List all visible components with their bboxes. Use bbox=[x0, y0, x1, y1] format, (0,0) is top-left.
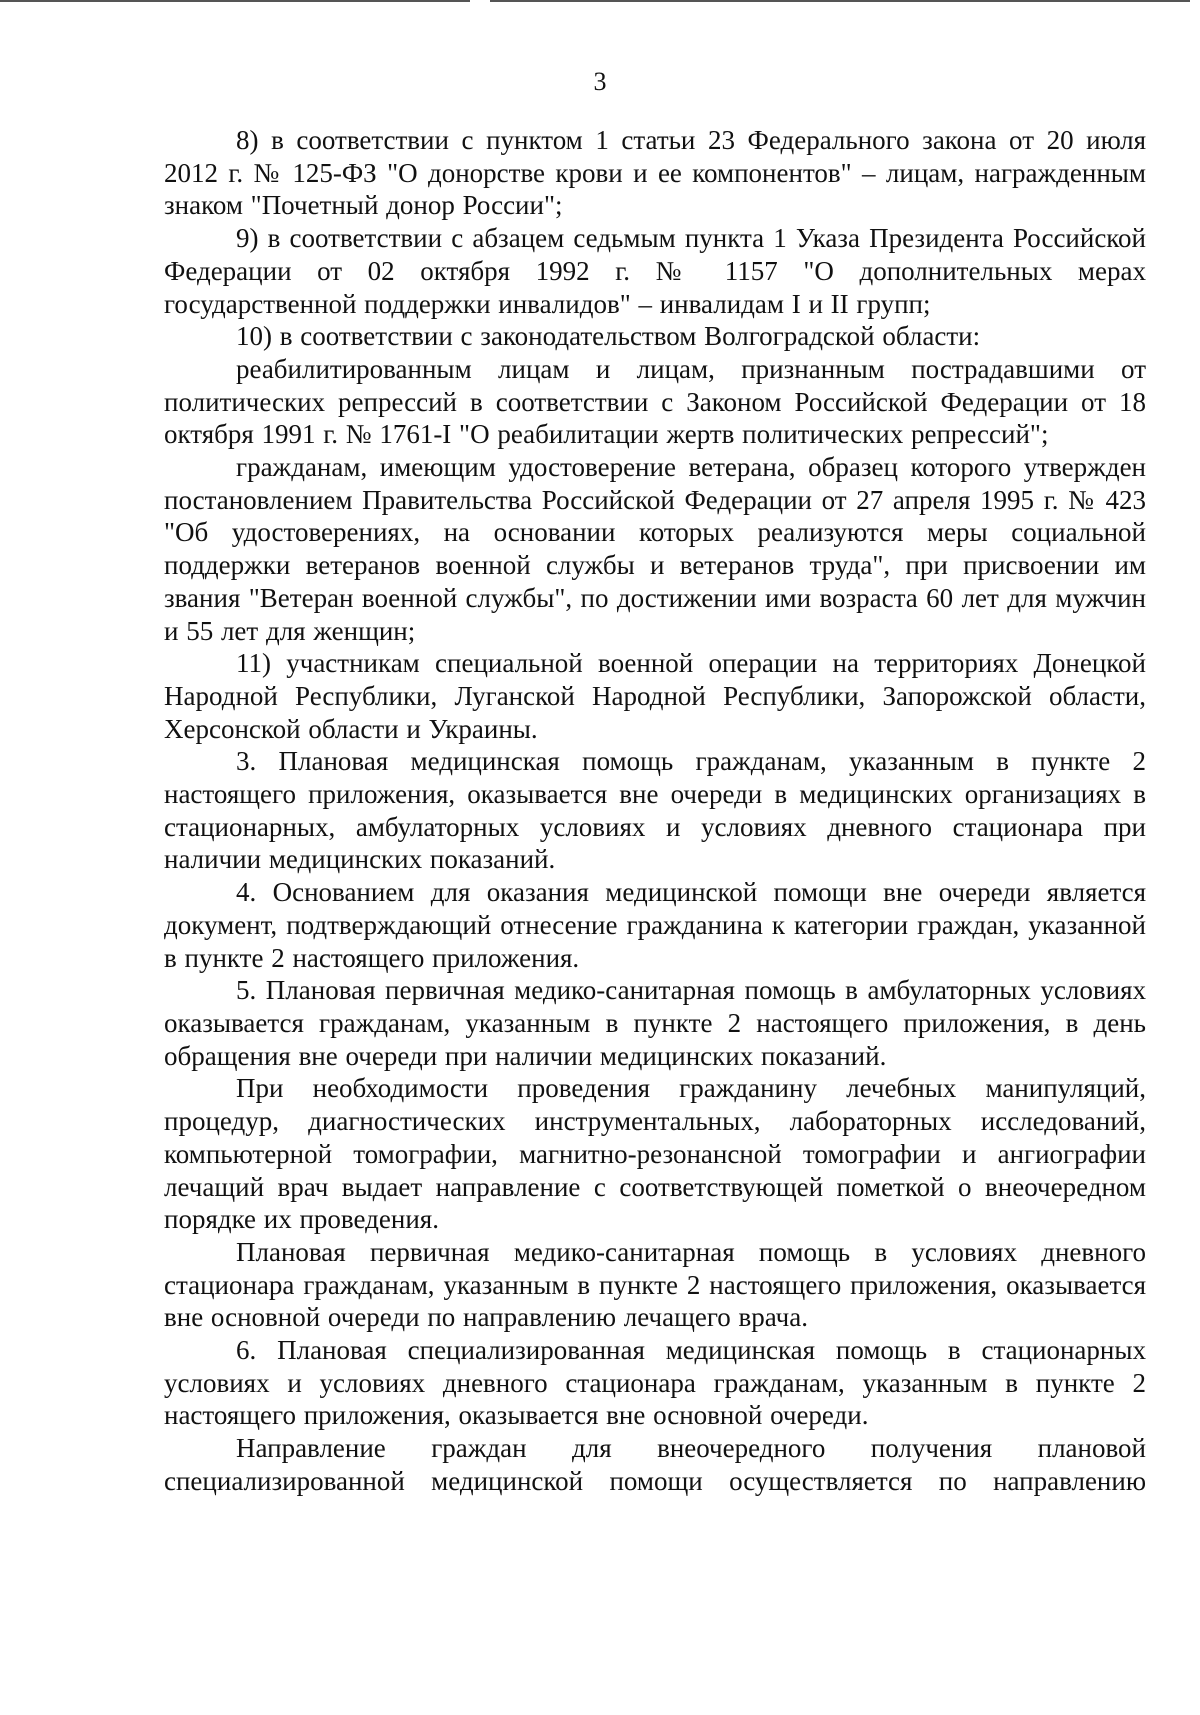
paragraph-section-5: 5. Плановая первичная медико-санитарная помощь в амбулаторных условиях оказывается гражданам, указанным в пункте 2 настоящего приложения, в день обращения вне очереди при наличии медицинских показаний. bbox=[164, 975, 1146, 1071]
scan-edge-mark-left bbox=[0, 0, 470, 2]
page-number: 3 bbox=[593, 67, 607, 96]
paragraph-section-4: 4. Основанием для оказания медицинской помощи вне очереди является документ, подтверждающий отнесение гражданина к категории граждан, указанной в пункте 2 настоящего приложения. bbox=[164, 877, 1146, 973]
paragraph-item-9: 9) в соответствии с абзацем седьмым пункта 1 Указа Президента Российской Федерации от 02 октября 1992 г. № 1157 "О дополнительных мерах государственной поддержки инвалидов" – инвалидам I и II групп; bbox=[164, 223, 1146, 319]
paragraph-item-11: 11) участникам специальной военной операции на территориях Донецкой Народной Республики, Луганской Народной Республики, Запорожской области, Херсонской области и Украины. bbox=[164, 648, 1146, 744]
paragraph-procedures: При необходимости проведения гражданину лечебных манипуляций, процедур, диагностических инструментальных, лабораторных исследований, компьютерной томографии, магнитно-резонансной томографии и ангиографии лечащий врач выдает направление с соответствующей пометкой о внеочередном порядке их проведения. bbox=[164, 1073, 1146, 1235]
scan-edge-mark-right bbox=[490, 0, 1190, 2]
paragraph-veterans: гражданам, имеющим удостоверение ветерана, образец которого утвержден постановлением Правительства Российской Федерации от 27 апреля 1995 г. № 423 "Об удостоверениях, на основании которых реализуются меры социальной поддержки ветеранов военной службы и ветеранов труда", при присвоении им звания "Ветеран военной службы", по достижении ими возраста 60 лет для мужчин и 55 лет для женщин; bbox=[164, 452, 1146, 646]
paragraph-section-6: 6. Плановая специализированная медицинская помощь в стационарных условиях и условиях дневного стационара гражданам, указанным в пункте 2 настоящего приложения, оказывается вне основной очереди. bbox=[164, 1335, 1146, 1431]
paragraph-referral: Направление граждан для внеочередного получения плановой специализированной медицинской помощи осуществляется по направлению bbox=[164, 1433, 1146, 1496]
paragraph-item-10: 10) в соответствии с законодательством Волгоградской области: bbox=[236, 321, 981, 352]
paragraph-item-8: 8) в соответствии с пунктом 1 статьи 23 Федерального закона от 20 июля 2012 г. № 125-ФЗ "О донорстве крови и ее компонентов" – лицам, награжденным знаком "Почетный донор России"; bbox=[164, 125, 1146, 221]
paragraph-day-hospital: Плановая первичная медико-санитарная помощь в условиях дневного стационара гражданам, указанным в пункте 2 настоящего приложения, оказывается вне основной очереди по направлению лечащего врача. bbox=[164, 1236, 1146, 1333]
paragraph-rehabilitated: реабилитированным лицам и лицам, признанным пострадавшими от политических репрессий в соответствии с Законом Российской Федерации от 18 октября 1991 г. № 1761-I "О реабилитации жертв политических репрессий"; bbox=[164, 353, 1146, 450]
paragraph-section-3: 3. Плановая медицинская помощь гражданам, указанным в пункте 2 настоящего приложения, оказывается вне очереди в медицинских организациях в стационарных, амбулаторных условиях и условиях дневного стационара при наличии медицинских показаний. bbox=[164, 746, 1146, 875]
document-body bbox=[164, 124, 1146, 1498]
